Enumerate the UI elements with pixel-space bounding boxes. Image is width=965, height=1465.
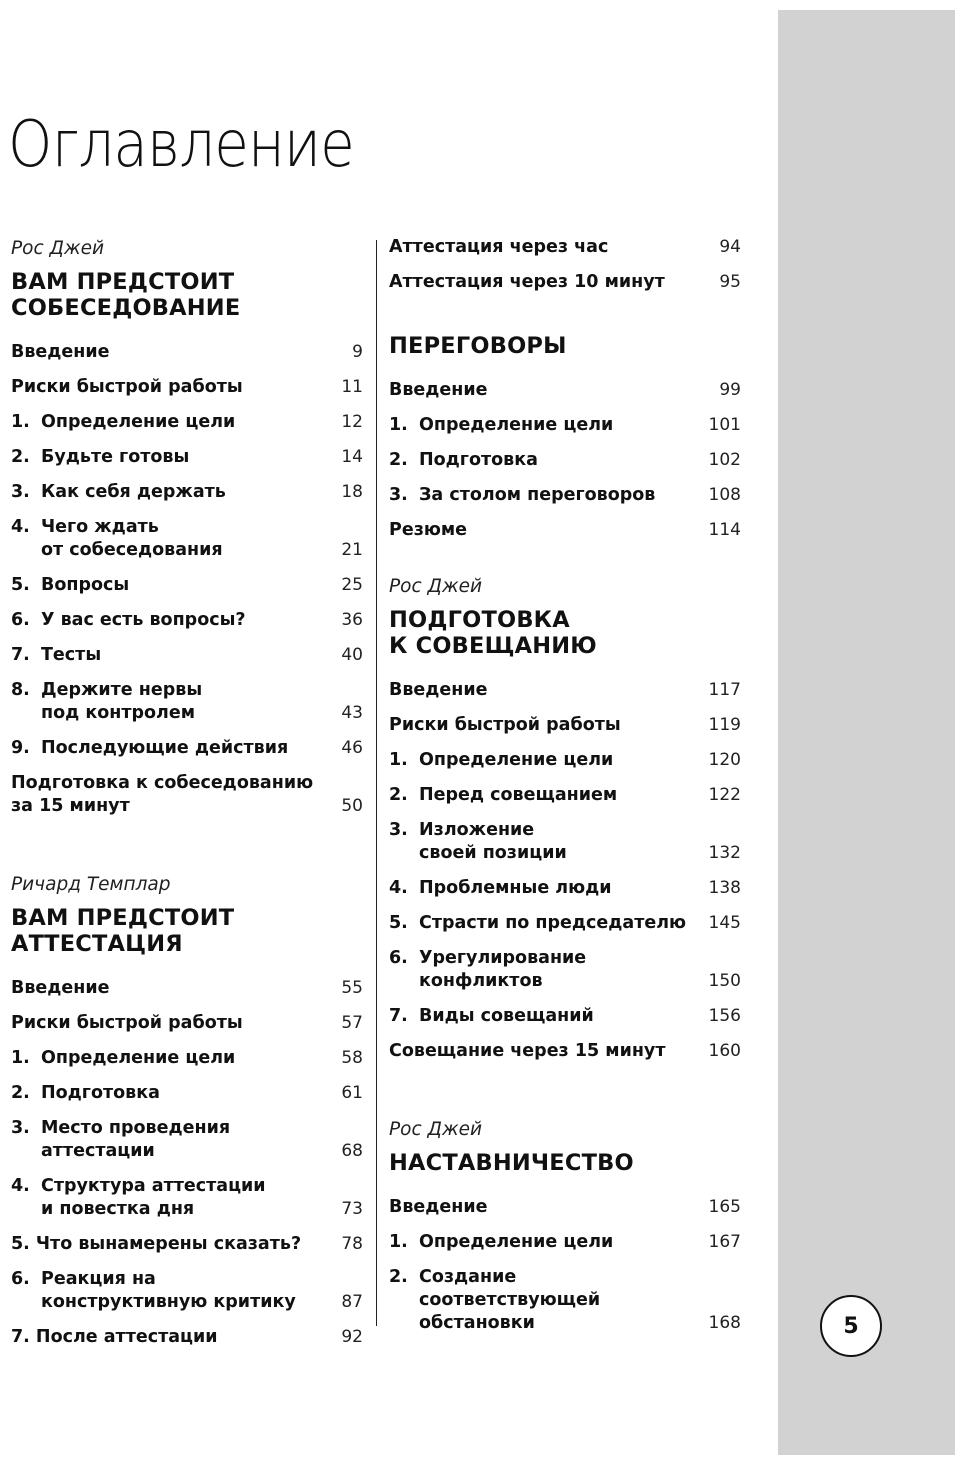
toc-entry-label [389, 519, 467, 542]
toc-entry-label [11, 376, 243, 399]
toc-entry-page: 36 [341, 610, 363, 630]
toc-entry[interactable] [389, 449, 741, 472]
toc-entry-title: 7. После аттестации [11, 1327, 218, 1347]
toc-entry[interactable] [389, 1005, 741, 1028]
toc-entry-title: Подготовка [419, 450, 538, 470]
toc-entry-number: 9. [11, 738, 30, 758]
toc-entry-label [389, 1196, 488, 1219]
toc-entry-label [389, 749, 613, 772]
toc-entry-page: 94 [719, 237, 741, 257]
toc-entry-page: 117 [708, 680, 741, 700]
toc-entry[interactable] [11, 1082, 363, 1105]
toc-entry-label [11, 1233, 301, 1256]
toc-entry[interactable] [11, 1268, 363, 1314]
toc-entry[interactable] [389, 271, 741, 294]
toc-entry-page: 160 [708, 1041, 741, 1061]
toc-entry-page: 46 [341, 738, 363, 758]
toc-entry-title: Определение цели [419, 1232, 614, 1252]
section-author: Рос Джей [11, 238, 105, 259]
toc-entry-title: Страсти по председателю [419, 913, 687, 933]
toc-entry-number: 1. [389, 750, 408, 770]
toc-list [11, 977, 363, 1349]
toc-entry[interactable] [11, 481, 363, 504]
toc-entry-label [389, 1231, 613, 1254]
toc-entry-label [389, 449, 538, 472]
toc-entry-label [389, 877, 612, 900]
toc-entry-label [11, 772, 313, 818]
toc-entry-title: Урегулирование конфликтов [419, 948, 587, 991]
toc-entry-number: 2. [389, 450, 408, 470]
toc-entry[interactable] [389, 236, 741, 259]
toc-entry-number: 4. [389, 878, 408, 898]
toc-entry-label [389, 784, 617, 807]
toc-entry-title: Структура аттестации и повестка дня [41, 1176, 266, 1219]
toc-entry-label [389, 679, 488, 702]
section-title: ВАМ ПРЕДСТОИТ СОБЕСЕДОВАНИЕ [11, 269, 241, 321]
toc-entry-page: 58 [341, 1048, 363, 1068]
toc-entry[interactable] [389, 912, 741, 935]
section-author: Ричард Темплар [11, 874, 171, 895]
toc-entry[interactable] [389, 877, 741, 900]
toc-entry-title: Тесты [41, 645, 102, 665]
toc-entry-title: Как себя держать [41, 482, 226, 502]
toc-entry-label [11, 737, 288, 760]
toc-entry-number: 3. [11, 1118, 30, 1138]
toc-entry-title: Реакция на конструктивную критику [41, 1269, 296, 1312]
toc-entry-page: 95 [719, 272, 741, 292]
toc-entry-title: Риски быстрой работы [11, 1013, 243, 1033]
toc-entry-title: Подготовка [41, 1083, 160, 1103]
toc-entry[interactable] [11, 644, 363, 667]
toc-entry-label [11, 1012, 243, 1035]
toc-entry-number: 3. [11, 482, 30, 502]
toc-entry-label [389, 484, 655, 507]
toc-entry-label [11, 1175, 266, 1221]
toc-entry[interactable] [389, 1266, 741, 1335]
toc-entry[interactable] [389, 379, 741, 402]
toc-entry-number: 4. [11, 1176, 30, 1196]
toc-entry-title: Перед совещанием [419, 785, 618, 805]
toc-entry-title: Изложение своей позиции [419, 820, 567, 863]
toc-entry[interactable] [389, 519, 741, 542]
section-author: Рос Джей [389, 1119, 483, 1140]
toc-entry-title: Аттестация через час [389, 237, 609, 257]
toc-entry-number: 3. [389, 485, 408, 505]
toc-entry-title: Определение цели [419, 415, 614, 435]
toc-entry-page: 43 [341, 703, 363, 723]
toc-entry-title: Совещание через 15 минут [389, 1041, 666, 1061]
toc-entry[interactable] [389, 819, 741, 865]
toc-list [11, 341, 363, 818]
toc-entry[interactable] [11, 411, 363, 434]
toc-entry-number: 2. [11, 447, 30, 467]
toc-entry-label [11, 1117, 230, 1163]
toc-entry-page: 61 [341, 1083, 363, 1103]
toc-entry-label [389, 379, 488, 402]
toc-entry-label [11, 609, 246, 632]
toc-entry[interactable] [389, 484, 741, 507]
toc-entry-title: Виды совещаний [419, 1006, 594, 1026]
toc-list [389, 379, 741, 542]
toc-entry-page: 92 [341, 1327, 363, 1347]
toc-entry-title: Введение [389, 380, 488, 400]
toc-entry-title: Риски быстрой работы [11, 377, 243, 397]
toc-entry-page: 11 [341, 377, 363, 397]
toc-entry-label [389, 1266, 600, 1335]
toc-entry-page: 168 [708, 1313, 741, 1333]
toc-entry-label [389, 271, 665, 294]
toc-entry[interactable] [11, 1117, 363, 1163]
toc-entry[interactable] [389, 414, 741, 437]
toc-entry[interactable] [389, 679, 741, 702]
toc-entry-title: Подготовка к собеседованию за 15 минут [11, 773, 314, 816]
toc-entry-number: 5. [11, 575, 30, 595]
toc-entry-number: 7. [11, 645, 30, 665]
toc-entry[interactable] [11, 1326, 363, 1349]
toc-entry-title: Введение [389, 680, 488, 700]
toc-entry[interactable] [11, 446, 363, 469]
toc-entry-page: 102 [708, 450, 741, 470]
toc-entry-title: Определение цели [41, 412, 236, 432]
toc-entry[interactable] [389, 714, 741, 737]
toc-entry-title: Будьте готовы [41, 447, 190, 467]
toc-right-column [389, 236, 741, 1347]
toc-entry-page: 138 [708, 878, 741, 898]
toc-entry-title: Определение цели [419, 750, 614, 770]
toc-entry[interactable] [11, 977, 363, 1000]
toc-entry-page: 12 [341, 412, 363, 432]
toc-entry[interactable] [11, 516, 363, 562]
toc-entry-page: 156 [708, 1006, 741, 1026]
toc-entry-title: Введение [11, 342, 110, 362]
toc-entry-label [11, 446, 189, 469]
toc-entry[interactable] [11, 1047, 363, 1070]
toc-left-column [11, 236, 363, 1361]
toc-entry-page: 165 [708, 1197, 741, 1217]
toc-entry-label [11, 1082, 160, 1105]
toc-entry-label [389, 1040, 665, 1063]
toc-entry-label [11, 1326, 218, 1349]
toc-entry-title: 5. Что вынамерены сказать? [11, 1234, 302, 1254]
toc-entry-label [11, 644, 101, 667]
toc-entry-label [11, 341, 110, 364]
toc-entry-label [389, 912, 686, 935]
toc-entry-label [389, 1005, 594, 1028]
toc-entry-number: 5. [389, 913, 408, 933]
toc-entry-title: Создание соответствующей обстановки [419, 1267, 601, 1333]
toc-list [389, 1196, 741, 1335]
toc-entry-title: За столом переговоров [419, 485, 656, 505]
toc-entry-page: 114 [708, 520, 741, 540]
toc-entry-page: 132 [708, 843, 741, 863]
toc-entry-label [11, 1047, 235, 1070]
toc-entry[interactable] [11, 376, 363, 399]
toc-entry[interactable] [11, 574, 363, 597]
toc-entry[interactable] [11, 1233, 363, 1256]
toc-entry-page: 25 [341, 575, 363, 595]
toc-entry[interactable] [11, 1175, 363, 1221]
toc-entry-title: Введение [11, 978, 110, 998]
toc-entry-page: 50 [341, 796, 363, 816]
toc-entry-page: 101 [708, 415, 741, 435]
toc-entry-page: 145 [708, 913, 741, 933]
toc-entry[interactable] [11, 1012, 363, 1035]
toc-entry-page: 150 [708, 971, 741, 991]
toc-entry-label [389, 414, 613, 437]
toc-entry-number: 1. [11, 1048, 30, 1068]
toc-entry-page: 68 [341, 1141, 363, 1161]
toc-entry-title: Последующие действия [41, 738, 289, 758]
toc-entry-page: 57 [341, 1013, 363, 1033]
toc-entry-label [389, 714, 621, 737]
toc-entry-number: 6. [11, 1269, 30, 1289]
toc-entry-number: 6. [11, 610, 30, 630]
toc-entry-title: Вопросы [41, 575, 130, 595]
toc-entry-title: Держите нервы под контролем [41, 680, 203, 723]
toc-entry-title: Определение цели [41, 1048, 236, 1068]
toc-entry-title: Введение [389, 1197, 488, 1217]
toc-entry-page: 122 [708, 785, 741, 805]
toc-list [389, 236, 741, 294]
toc-entry-number: 2. [389, 1267, 408, 1287]
toc-entry[interactable] [389, 749, 741, 772]
page-side-tab [778, 10, 955, 1455]
toc-entry-page: 14 [341, 447, 363, 467]
toc-entry-label [11, 679, 202, 725]
toc-entry-page: 120 [708, 750, 741, 770]
section-title: НАСТАВНИЧЕСТВО [389, 1150, 634, 1176]
toc-entry-title: Место проведения аттестации [41, 1118, 231, 1161]
toc-entry-page: 18 [341, 482, 363, 502]
column-divider [376, 240, 377, 1326]
toc-entry-page: 73 [341, 1199, 363, 1219]
toc-entry-page: 99 [719, 380, 741, 400]
toc-entry[interactable] [389, 1040, 741, 1063]
toc-entry-title: Резюме [389, 520, 468, 540]
toc-entry-label [11, 977, 110, 1000]
toc-entry-number: 1. [389, 1232, 408, 1252]
toc-entry-page: 21 [341, 540, 363, 560]
toc-entry-label [389, 819, 567, 865]
page-number-badge: 5 [820, 1295, 882, 1357]
toc-entry-title: У вас есть вопросы? [41, 610, 246, 630]
toc-entry-number: 8. [11, 680, 30, 700]
toc-entry-page: 87 [341, 1292, 363, 1312]
toc-entry-number: 1. [11, 412, 30, 432]
toc-entry-label [11, 574, 129, 597]
section-title: ВАМ ПРЕДСТОИТ АТТЕСТАЦИЯ [11, 905, 235, 957]
toc-entry[interactable] [389, 784, 741, 807]
page-title: Оглавление [8, 108, 354, 182]
toc-entry-number: 3. [389, 820, 408, 840]
toc-entry-page: 55 [341, 978, 363, 998]
toc-entry-label [389, 236, 608, 259]
section-author: Рос Джей [389, 576, 483, 597]
toc-entry[interactable] [11, 609, 363, 632]
toc-entry[interactable] [11, 679, 363, 725]
toc-entry-label [389, 947, 586, 993]
section-title: ПОДГОТОВКА К СОВЕЩАНИЮ [389, 607, 597, 659]
toc-entry-number: 6. [389, 948, 408, 968]
toc-entry-number: 7. [389, 1006, 408, 1026]
toc-entry[interactable] [389, 947, 741, 993]
toc-entry-number: 2. [11, 1083, 30, 1103]
toc-list [389, 679, 741, 1063]
toc-entry-page: 78 [341, 1234, 363, 1254]
toc-entry-label [11, 411, 235, 434]
toc-entry-number: 1. [389, 415, 408, 435]
toc-entry[interactable] [389, 1196, 741, 1219]
toc-entry-page: 119 [708, 715, 741, 735]
toc-entry-label [11, 481, 226, 504]
toc-entry[interactable] [11, 772, 363, 818]
toc-entry-page: 108 [708, 485, 741, 505]
section-title: ПЕРЕГОВОРЫ [389, 333, 567, 359]
toc-entry-title: Проблемные люди [419, 878, 612, 898]
toc-entry-title: Риски быстрой работы [389, 715, 621, 735]
toc-entry-page: 167 [708, 1232, 741, 1252]
toc-entry[interactable] [389, 1231, 741, 1254]
toc-entry-number: 2. [389, 785, 408, 805]
toc-entry-page: 9 [352, 342, 363, 362]
toc-entry-label [11, 1268, 296, 1314]
toc-entry[interactable] [11, 737, 363, 760]
toc-entry[interactable] [11, 341, 363, 364]
toc-entry-number: 4. [11, 517, 30, 537]
toc-entry-label [11, 516, 223, 562]
toc-entry-title: Чего ждать от собеседования [41, 517, 223, 560]
toc-entry-page: 40 [341, 645, 363, 665]
toc-entry-title: Аттестация через 10 минут [389, 272, 665, 292]
